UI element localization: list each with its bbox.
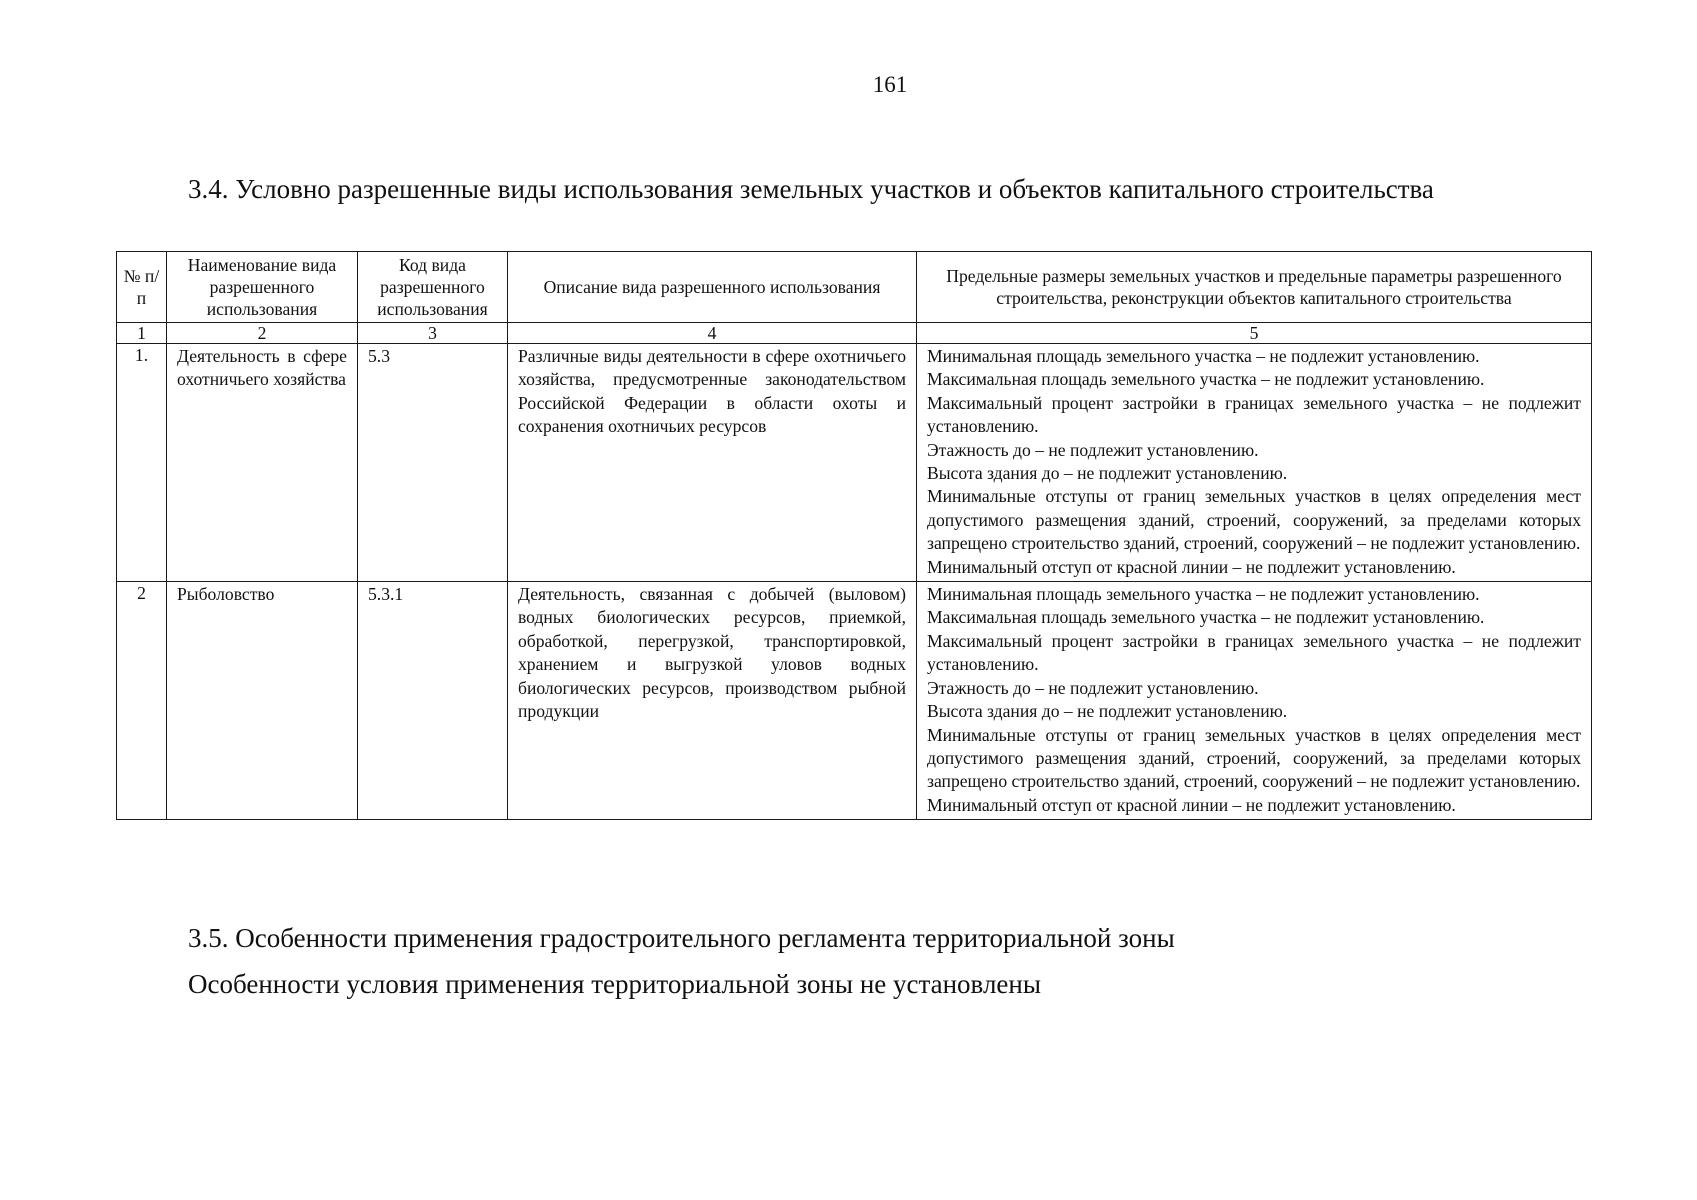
permitted-use-table [116, 251, 1592, 820]
limit-parameters [917, 582, 1592, 820]
section-3-5-text: Особенности условия применения территориальной зоны не установлены [188, 969, 1041, 999]
table-header-row [117, 252, 1592, 323]
use-name: Рыболовство [167, 582, 358, 820]
use-name: Деятельность в сфере охотничьего хозяйства [167, 344, 358, 582]
column-number: 2 [167, 323, 358, 344]
section-heading-3-5: 3.5. Особенности применения градостроительного регламента территориальной зоны [188, 923, 1175, 953]
column-number: 3 [358, 323, 508, 344]
column-number-row [117, 323, 1592, 344]
header-number: № п/п [117, 252, 167, 323]
param-line: Минимальная площадь земельного участка – не подлежит установлению. [927, 584, 1480, 605]
param-line: Минимальный отступ от красной линии – не подлежит установлению. [927, 556, 1456, 577]
param-line: Высота здания до – не подлежит установлению. [927, 463, 1288, 484]
param-line: Минимальная площадь земельного участка – не подлежит установлению. [927, 346, 1480, 366]
header-limit-parameters: Предельные размеры земельных участков и предельные параметры разрешенного строительства, реконструкции объектов капитального строительства [917, 252, 1592, 323]
header-use-name: Наименование вида разрешенного использования [167, 252, 358, 323]
use-description: Деятельность, связанная с добычей (выловом) водных биологических ресурсов, приемкой, обработкой, перегрузкой, транспортировкой, хранением и выгрузкой уловов водных биологических ресурсов, производством рыбной продукции [508, 582, 917, 820]
param-line: Минимальный отступ от красной линии – не подлежит установлению. [927, 794, 1456, 815]
param-line: Максимальный процент застройки в границах земельного участка – не подлежит установлению. [927, 392, 1581, 437]
limit-parameters [917, 344, 1592, 582]
param-line: Этажность до – не подлежит установлению. [927, 677, 1259, 698]
use-code: 5.3.1 [358, 582, 508, 820]
param-line: Максимальная площадь земельного участка – не подлежит установлению. [927, 369, 1485, 390]
use-code: 5.3 [358, 344, 508, 582]
row-number: 1. [117, 344, 167, 582]
header-use-code: Код вида разрешенного использования [358, 252, 508, 323]
table-row [117, 582, 1592, 820]
param-line: Минимальные отступы от границ земельных участков в целях определения мест допустимого размещения зданий, строений, сооружений, за пределами которых запрещено строительство зданий, строений, сооружений – не подлежит установлению. [927, 724, 1581, 792]
param-line: Максимальный процент застройки в границах земельного участка – не подлежит установлению. [927, 630, 1581, 675]
param-line: Максимальная площадь земельного участка – не подлежит установлению. [927, 607, 1485, 628]
row-number: 2 [117, 582, 167, 820]
table-row [117, 344, 1592, 582]
page-number: 161 [872, 72, 908, 97]
column-number: 1 [117, 323, 167, 344]
param-line: Этажность до – не подлежит установлению. [927, 439, 1259, 460]
param-line: Минимальные отступы от границ земельных участков в целях определения мест допустимого размещения зданий, строений, сооружений, за пределами которых запрещено строительство зданий, строений, сооружений – не подлежит установлению. [927, 486, 1581, 554]
column-number: 4 [508, 323, 917, 344]
header-use-description: Описание вида разрешенного использования [508, 252, 917, 323]
use-description: Различные виды деятельности в сфере охотничьего хозяйства, предусмотренные законодательством Российской Федерации в области охоты и сохранения охотничьих ресурсов [508, 344, 917, 582]
column-number: 5 [917, 323, 1592, 344]
param-line: Высота здания до – не подлежит установлению. [927, 701, 1288, 722]
section-heading-3-4: 3.4. Условно разрешенные виды использования земельных участков и объектов капитального строительства [188, 174, 1434, 204]
